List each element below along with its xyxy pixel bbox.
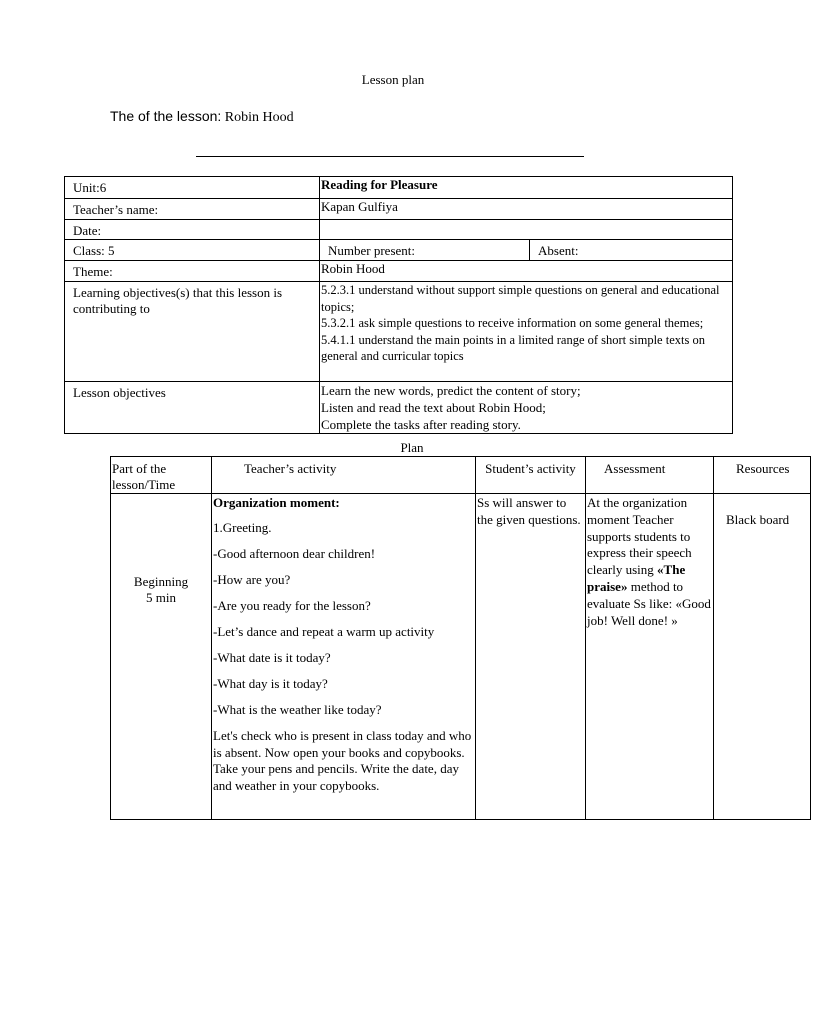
lesson-objective-item: Listen and read the text about Robin Hood;: [321, 400, 546, 415]
part-cell: [111, 494, 212, 820]
date-label: Date:: [65, 220, 320, 240]
class-label: Class: 5: [65, 240, 320, 261]
objective-item: 5.3.2.1 ask simple questions to receive information on some general themes;: [321, 316, 704, 330]
header-part-of-lesson: Part of the lesson/Time: [111, 457, 212, 494]
assessment-text-end: method to evaluate Ss like: «Good job! Well done! »: [587, 578, 711, 628]
header-resources: Resources: [714, 457, 811, 494]
info-row-unit: [65, 177, 733, 199]
lesson-objectives-value: [320, 382, 733, 434]
assessment-text: At the organization moment Teacher supports students to express their speech clearly using: [587, 495, 692, 578]
info-row-teacher: [65, 199, 733, 220]
student-activity-cell: Ss will answer to the given questions.: [476, 494, 586, 820]
title-underline: [196, 156, 584, 157]
objective-item: 5.2.3.1 understand without support simple questions on general and educational topics;: [321, 283, 720, 314]
plan-label: Plan: [400, 440, 424, 455]
lesson-name-line: [110, 108, 294, 126]
lesson-name-label: The of the lesson:: [110, 108, 222, 124]
info-row-theme: [65, 261, 733, 282]
part-title: Beginning: [133, 574, 189, 589]
info-row-learning-objectives: [65, 282, 733, 382]
document-title: Lesson plan: [361, 72, 425, 87]
teacher-line: -Are you ready for the lesson?: [213, 598, 371, 613]
assessment-method: «The praise»: [587, 562, 686, 594]
absent-label: Absent:: [530, 240, 733, 261]
info-row-date: [65, 220, 733, 240]
teacher-line: -What date is it today?: [213, 650, 331, 665]
unit-label: Unit:6: [65, 177, 320, 199]
number-present-label: Number present:: [320, 240, 530, 261]
theme-label: Theme:: [65, 261, 320, 282]
resources-cell: Black board: [714, 494, 811, 820]
organization-heading: Organization moment:: [213, 495, 340, 510]
header-student-activity: Student’s activity: [476, 457, 586, 494]
theme-value: Robin Hood: [320, 261, 733, 282]
teacher-activity-cell: [212, 494, 476, 820]
objective-item: 5.4.1.1 understand the main points in a limited range of short simple texts on general and curricular topics: [321, 332, 705, 363]
unit-value: Reading for Pleasure: [320, 177, 733, 199]
info-row-class: [65, 240, 733, 261]
date-value: [320, 220, 733, 240]
teacher-line: -Let’s dance and repeat a warm up activity: [213, 624, 435, 639]
teacher-paragraph: Let's check who is present in class today and who is absent. Now open your books and copybooks. Take your pens and pencils. Write the date, day and weather in your copybooks.: [213, 728, 472, 793]
teacher-line: -What day is it today?: [213, 676, 328, 691]
header-teacher-activity: Teacher’s activity: [212, 457, 476, 494]
teacher-line: -How are you?: [213, 572, 291, 587]
lesson-objective-item: Learn the new words, predict the content of story;: [321, 383, 581, 398]
plan-row-beginning: [111, 494, 811, 820]
plan-header-row: [111, 457, 811, 494]
teacher-value: Kapan Gulfiya: [320, 199, 733, 220]
info-row-lesson-objectives: [65, 382, 733, 434]
lesson-objective-item: Complete the tasks after reading story.: [321, 417, 521, 432]
assessment-cell: [586, 494, 714, 820]
teacher-line: -Good afternoon dear children!: [213, 546, 376, 561]
lesson-info-table: [64, 176, 733, 434]
teacher-line: 1.Greeting.: [213, 520, 272, 535]
teacher-line: -What is the weather like today?: [213, 702, 382, 717]
learning-objectives-label: Learning objectives(s) that this lesson is contributing to: [65, 282, 320, 382]
header-assessment: Assessment: [586, 457, 714, 494]
part-time: 5 min: [146, 590, 176, 605]
lesson-objectives-label: Lesson objectives: [65, 382, 320, 434]
plan-table: [110, 456, 811, 820]
learning-objectives-value: [320, 282, 733, 382]
teacher-label: Teacher’s name:: [65, 199, 320, 220]
lesson-name-value: Robin Hood: [224, 110, 294, 125]
